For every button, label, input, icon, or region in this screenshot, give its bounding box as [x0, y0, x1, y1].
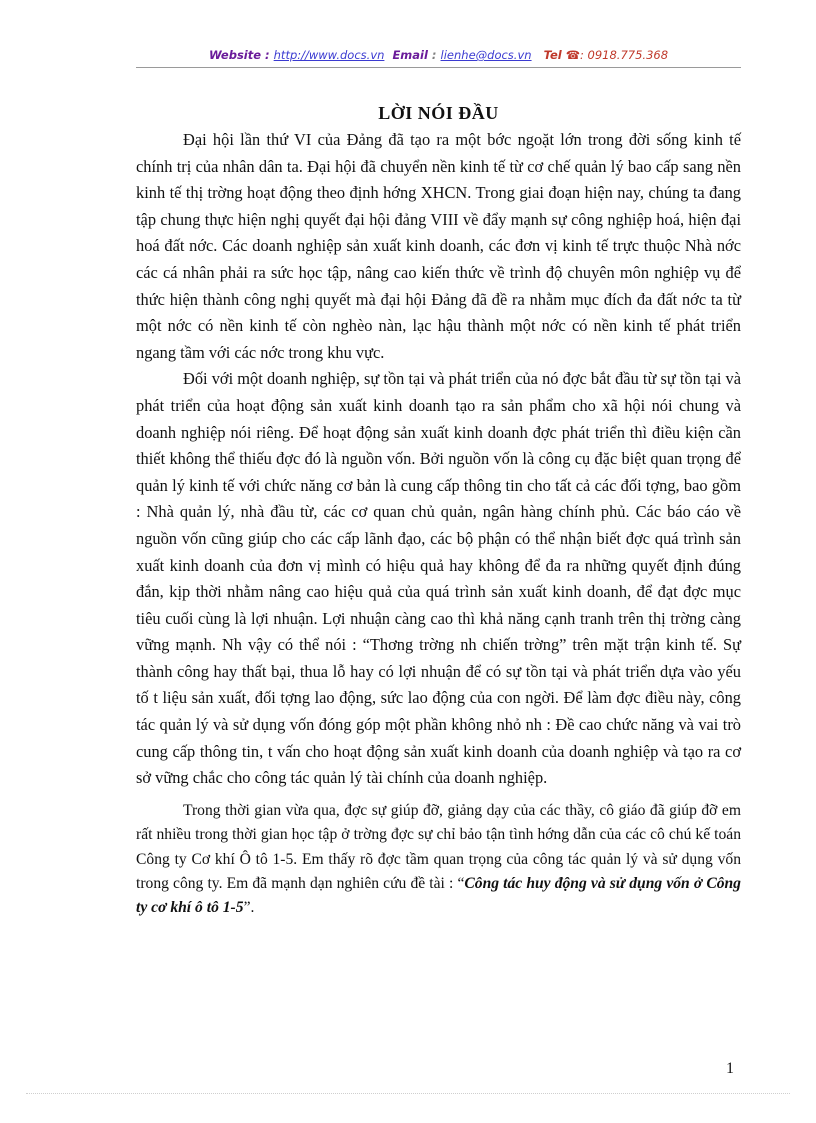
- phone-icon: ☎: [565, 48, 581, 62]
- paragraph-3: [136, 799, 741, 921]
- paragraph-3-tail: ”.: [243, 899, 255, 917]
- paragraph-2: Đối với một doanh nghiệp, sự tồn tại và phát triển của nó đợc bắt đầu từ sự tồn tại và phát triển của hoạt động sản xuất kinh doanh tạo ra sản phẩm cho xã hội nói chung và doanh nghiệp nói riêng. Để hoạt động sản xuất kinh doanh đợc phát triển thì điều kiện cần thiết không thể thiếu đợc đó là nguồn vốn. Bởi nguồn vốn là công cụ đặc biệt quan trọng để quản lý kinh tế với chức năng cơ bản là cung cấp thông tin cho tất cả các đối tợng, bao gồm : Nhà quản lý, nhà đầu từ, các cơ quan chủ quản, ngân hàng chính phủ. Các báo cáo về nguồn vốn cũng giúp cho các cấp lãnh đạo, các bộ phận có thể nhận biết đợc quá trình sản xuất kinh doanh của đơn vị mình có hiệu quả hay không để đa ra những quyết định đúng đắn, kịp thời nhằm nâng cao hiệu quả của quá trình sản xuất kinh doanh, để đạt đợc mục tiêu cuối cùng là lợi nhuận. Lợi nhuận càng cao thì khả năng cạnh tranh trên thị trờng càng vững mạnh. Nh vậy có thể nói : “Thơng trờng nh chiến trờng” trên mặt trận kinh tế. Sự thành công hay thất bại, thua lỗ hay có lợi nhuận để có sự tồn tại và phát triển dựa vào yếu tố t liệu sản xuất, đối tợng lao động, sức lao động của con ngời. Để làm đợc điều này, công tác quản lý và sử dụng vốn đóng góp một phần không nhỏ nh : Đề cao chức năng và vai trò cung cấp thông tin, t vấn cho hoạt động sản xuất kinh doanh của doanh nghiệp và tạo ra cơ sở vững chắc cho công tác quản lý tài chính của doanh nghiệp.: [136, 369, 741, 788]
- page-number: 1: [726, 1060, 734, 1077]
- header-divider: [136, 67, 741, 68]
- tel-label: Tel: [543, 48, 566, 62]
- page-header: [136, 48, 741, 62]
- email-separator: :: [427, 48, 441, 62]
- thesis-topic: Công tác huy động và sử dụng vốn ở Công ty cơ khí ô tô 1-5: [136, 875, 741, 917]
- website-label: Website :: [208, 48, 274, 62]
- email-link[interactable]: lienhe@docs.vn: [440, 48, 532, 62]
- document-body: [136, 127, 741, 921]
- document-title: LỜI NÓI ĐẦU: [378, 103, 499, 123]
- footer-divider: [26, 1093, 790, 1094]
- paragraph-1: Đại hội lần thứ VI của Đảng đã tạo ra một bớc ngoặt lớn trong đời sống kinh tế chính trị của nhân dân ta. Đại hội đã chuyển nền kinh tế từ cơ chế quản lý bao cấp sang nền kinh tế thị trờng hoạt động theo định hớng XHCN. Trong giai đoạn hiện nay, chúng ta đang tập chung thực hiện nghị quyết đại hội đảng VIII về đẩy mạnh sự công nghiệp hoá, hiện đại hoá đất nớc. Các doanh nghiệp sản xuất kinh doanh, các đơn vị kinh tế trực thuộc Nhà nớc các cá nhân phải ra sức học tập, nâng cao kiến thức về trình độ chuyên môn nghiệp vụ để thức hiện thành công nghị quyết mà đại hội Đảng đã đề ra nhằm mục đích đa đất nớc ta từ một nớc có nền kinh tế còn nghèo nàn, lạc hậu thành một nớc có nền kinh tế phát triển ngang tầm với các nớc trong khu vực.: [136, 130, 741, 362]
- email-label: Email: [392, 48, 428, 62]
- website-link[interactable]: http://www.docs.vn: [273, 48, 385, 62]
- phone-number: : 0918.775.368: [580, 48, 669, 62]
- paragraph-3-lead: Trong thời gian vừa qua, đợc sự giúp đỡ, giảng dạy của các thầy, cô giáo đã giúp đỡ em rất nhiều trong thời gian học tập ở trờng đợc sự chỉ bảo tận tình hớng dẫn của các cô chú kế toán Công ty Cơ khí Ô tô 1-5. Em thấy rõ đợc tầm quan trọng của công tác quản lý và sử dụng vốn trong công ty. Em đã mạnh dạn nghiên cứu đề tài : “: [136, 801, 741, 893]
